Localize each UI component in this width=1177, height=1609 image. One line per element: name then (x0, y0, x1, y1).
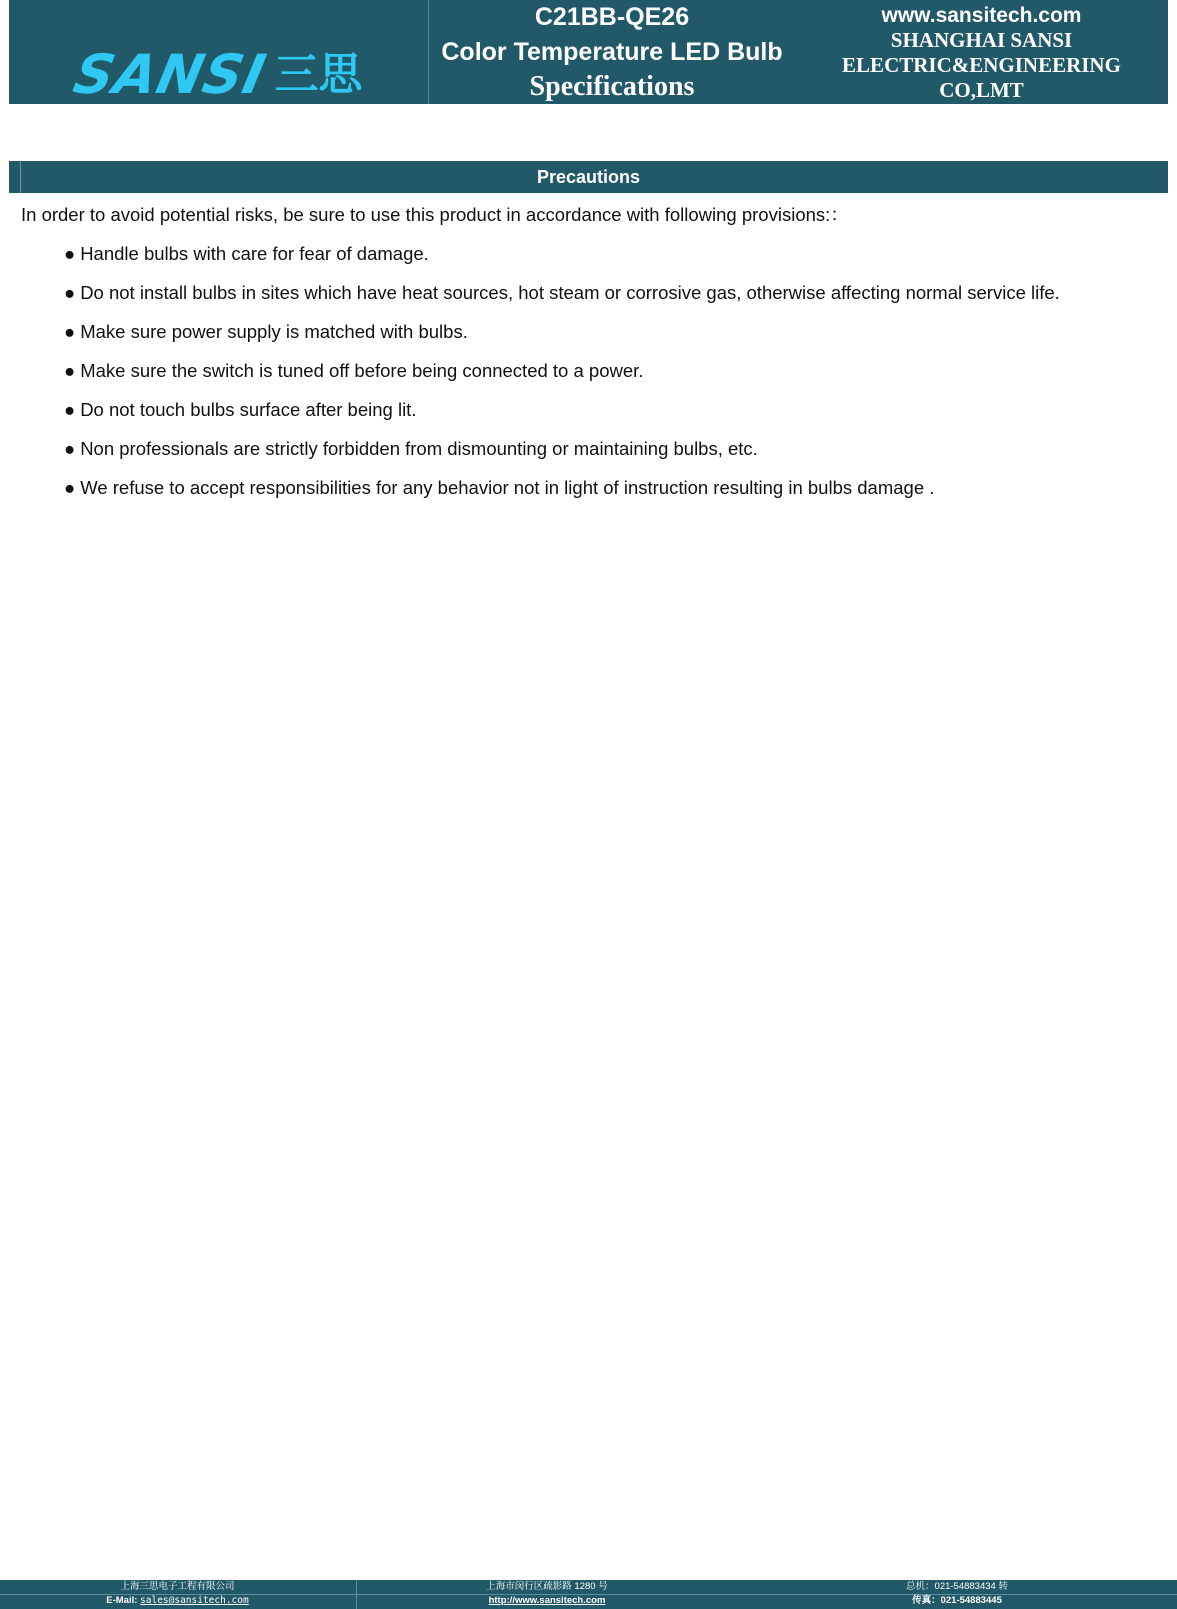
document-footer (0, 1580, 1177, 1609)
footer-email (0, 1594, 355, 1608)
bullet-icon: ● (64, 321, 76, 342)
title-cell (429, 0, 795, 104)
logo-cjk-text: 三思 (274, 49, 363, 100)
company-cell (795, 0, 1168, 104)
company-name-line-1: SHANGHAI SANSI (890, 28, 1073, 52)
logo-cell (9, 0, 429, 104)
list-item (64, 281, 1060, 320)
sansi-logo (67, 43, 363, 106)
list-item (64, 437, 1060, 476)
list-item-text: Make sure the switch is tuned off before being connected to a power. (80, 360, 644, 381)
company-name-line-3: CO,LMT (939, 78, 1024, 102)
company-name-line-2: ELECTRIC&ENGINEERING (842, 53, 1121, 77)
list-item-text: Handle bulbs with care for fear of damage. (80, 243, 429, 264)
footer-phone: 总机：021-54883434 转 (906, 1581, 1008, 1592)
precautions-list (64, 242, 1060, 515)
bullet-icon: ● (64, 282, 76, 303)
footer-address-column (356, 1580, 737, 1609)
section-header-precautions (9, 161, 1168, 193)
list-item (64, 242, 1060, 281)
bullet-icon: ● (64, 477, 76, 498)
footer-company-name: 上海三思电子工程有限公司 (120, 1581, 235, 1592)
list-item (64, 359, 1060, 398)
bullet-icon: ● (64, 399, 76, 420)
document-type: Specifications (529, 71, 695, 102)
logo-latin-text: SANSI (67, 43, 272, 106)
footer-url-link[interactable]: http://www.sansitech.com (488, 1595, 606, 1606)
section-bar-divider (20, 161, 21, 193)
footer-email-link[interactable]: sales@sansitech.com (140, 1595, 249, 1606)
list-item-text: Non professionals are strictly forbidden from dismounting or maintaining bulbs, etc. (80, 438, 758, 459)
intro-paragraph: In order to avoid potential risks, be sure to use this product in accordance with following provisions:： (21, 204, 849, 225)
bullet-icon: ● (64, 243, 76, 264)
list-item (64, 398, 1060, 437)
bullet-icon: ● (64, 360, 76, 381)
list-item-text: Make sure power supply is matched with bulbs. (80, 321, 468, 342)
footer-contact-column (737, 1580, 1177, 1609)
document-header (9, 0, 1168, 104)
footer-company-column (0, 1580, 355, 1609)
list-item-text: Do not touch bulbs surface after being lit. (80, 399, 417, 420)
list-item-text: We refuse to accept responsibilities for any behavior not in light of instruction resulting in bulbs damage . (80, 477, 935, 498)
product-name: Color Temperature LED Bulb (441, 38, 783, 66)
bullet-icon: ● (64, 438, 76, 459)
list-item (64, 320, 1060, 359)
website-text: www.sansitech.com (881, 4, 1082, 27)
model-number: C21BB-QE26 (534, 3, 690, 31)
section-title: Precautions (536, 166, 641, 187)
footer-fax: 传真：021-54883445 (912, 1595, 1002, 1606)
list-item (64, 476, 1060, 515)
footer-email-label: E-Mail: (106, 1595, 138, 1606)
footer-address: 上海市闵行区疏影路 1280 号 (486, 1581, 608, 1592)
list-item-text: Do not install bulbs in sites which have heat sources, hot steam or corrosive gas, otherwise affecting normal service life. (80, 282, 1060, 303)
